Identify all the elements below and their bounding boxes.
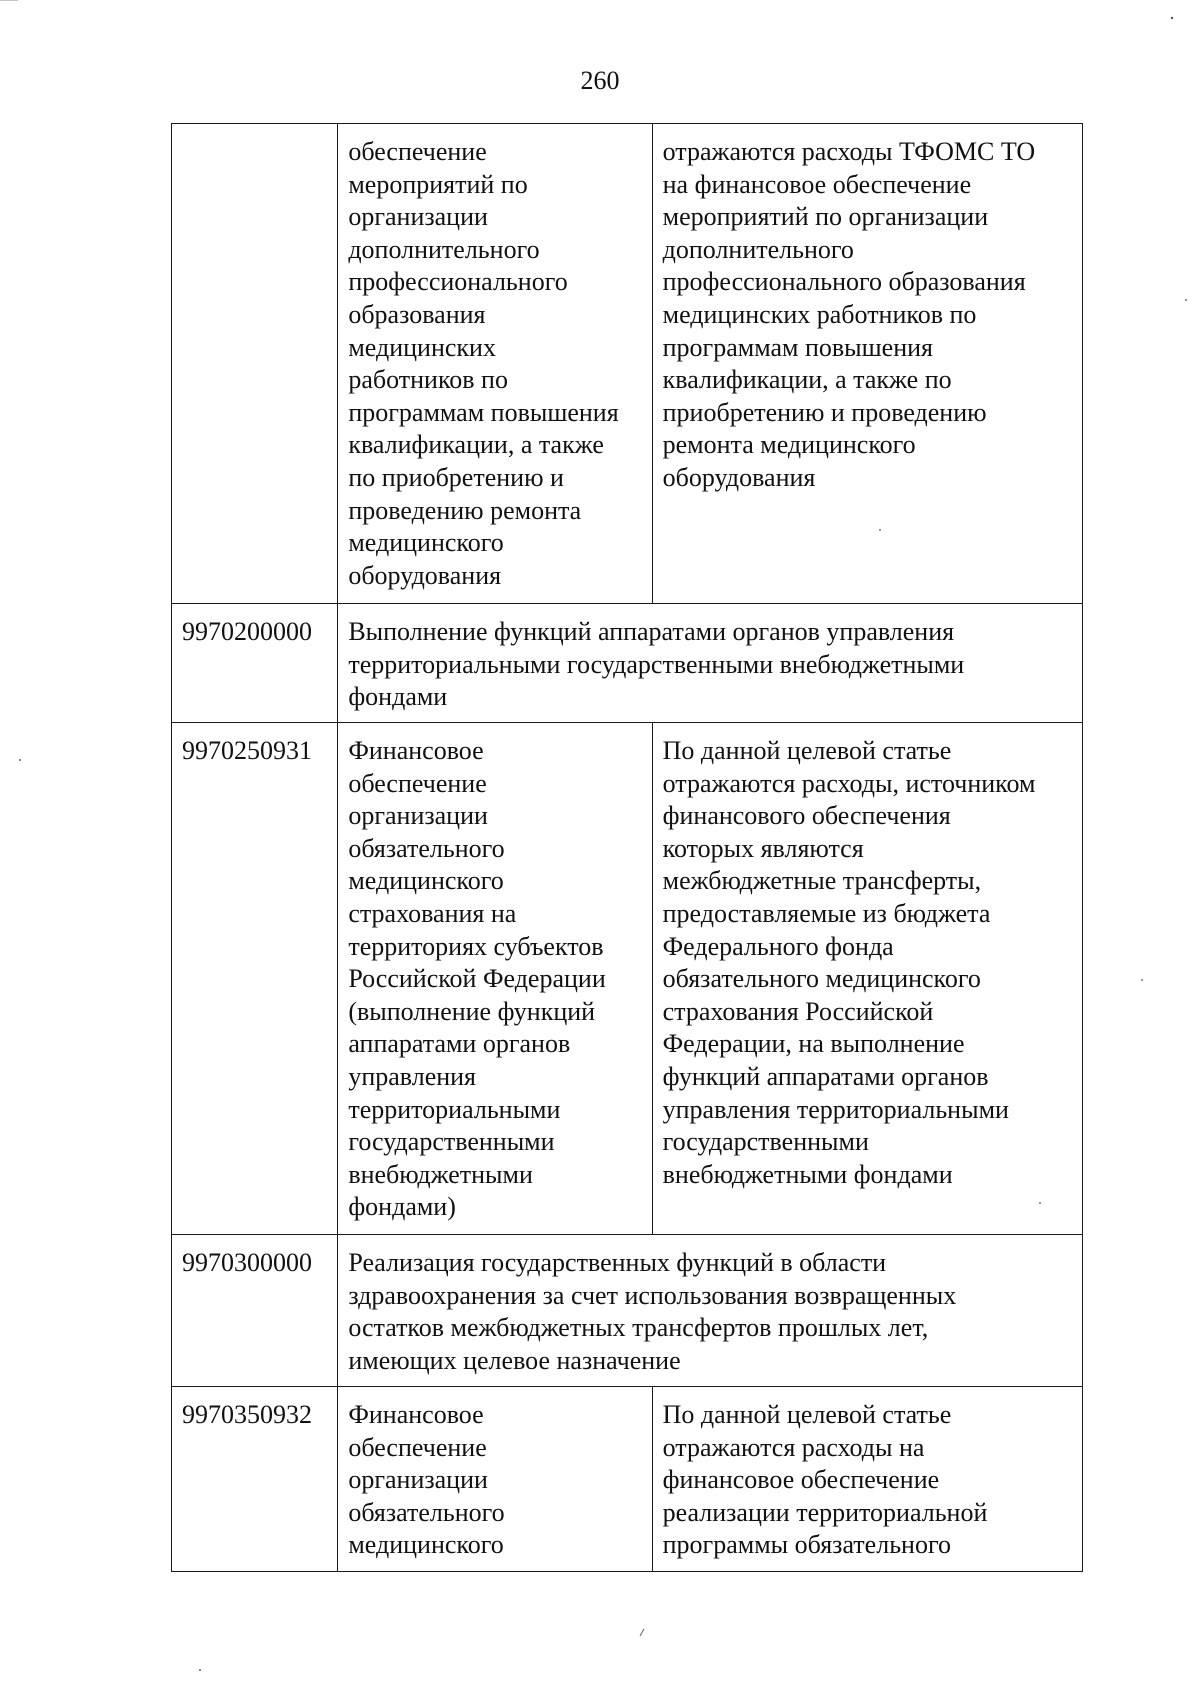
code-text: 9970200000: [182, 617, 312, 646]
name-text: Финансовое обеспечение организации обязательного медицинского: [348, 1400, 505, 1560]
name-text: Финансовое обеспечение организации обязательного медицинского страхования на территориях субъектов Российской Федерации (выполнение функций аппаратами органов управления территориальными государственными внебюджетными фондами): [348, 736, 606, 1222]
code-text: 9970250931: [182, 736, 312, 765]
description-text: По данной целевой статье отражаются расходы, источником финансового обеспечения которых являются межбюджетные трансферты, предоставляемые из бюджета Федерального фонда обязательного медицинского страхования Российской Федерации, на выполнение функций аппаратами органов управления территориальными государственными внебюджетными фондами: [662, 736, 1036, 1189]
description-text: По данной целевой статье отражаются расходы на финансовое обеспечение реализации территориальной программы обязательного: [662, 1400, 988, 1560]
section-heading-text: Выполнение функций аппаратами органов управления территориальными государственными внебюджетными фондами: [348, 617, 965, 712]
code-text: 9970300000: [182, 1248, 312, 1277]
name-text: обеспечение мероприятий по организации дополнительного профессионального образования медицинских работников по программам повышения квалификации, а также по приобретению и проведению ремонта медицинского оборудования: [348, 137, 619, 590]
section-heading-text: Реализация государственных функций в области здравоохранения за счет использования возвращенных остатков межбюджетных трансфертов прошлых лет, имеющих целевое назначение: [348, 1248, 957, 1375]
page-number: 260: [580, 66, 620, 95]
code-text: 9970350932: [182, 1400, 312, 1429]
description-text: отражаются расходы ТФОМС ТО на финансовое обеспечение мероприятий по организации дополнительного профессионального образования медицинских работников по программам повышения квалификации, а также по приобретению и проведению ремонта медицинского оборудования: [662, 137, 1036, 492]
